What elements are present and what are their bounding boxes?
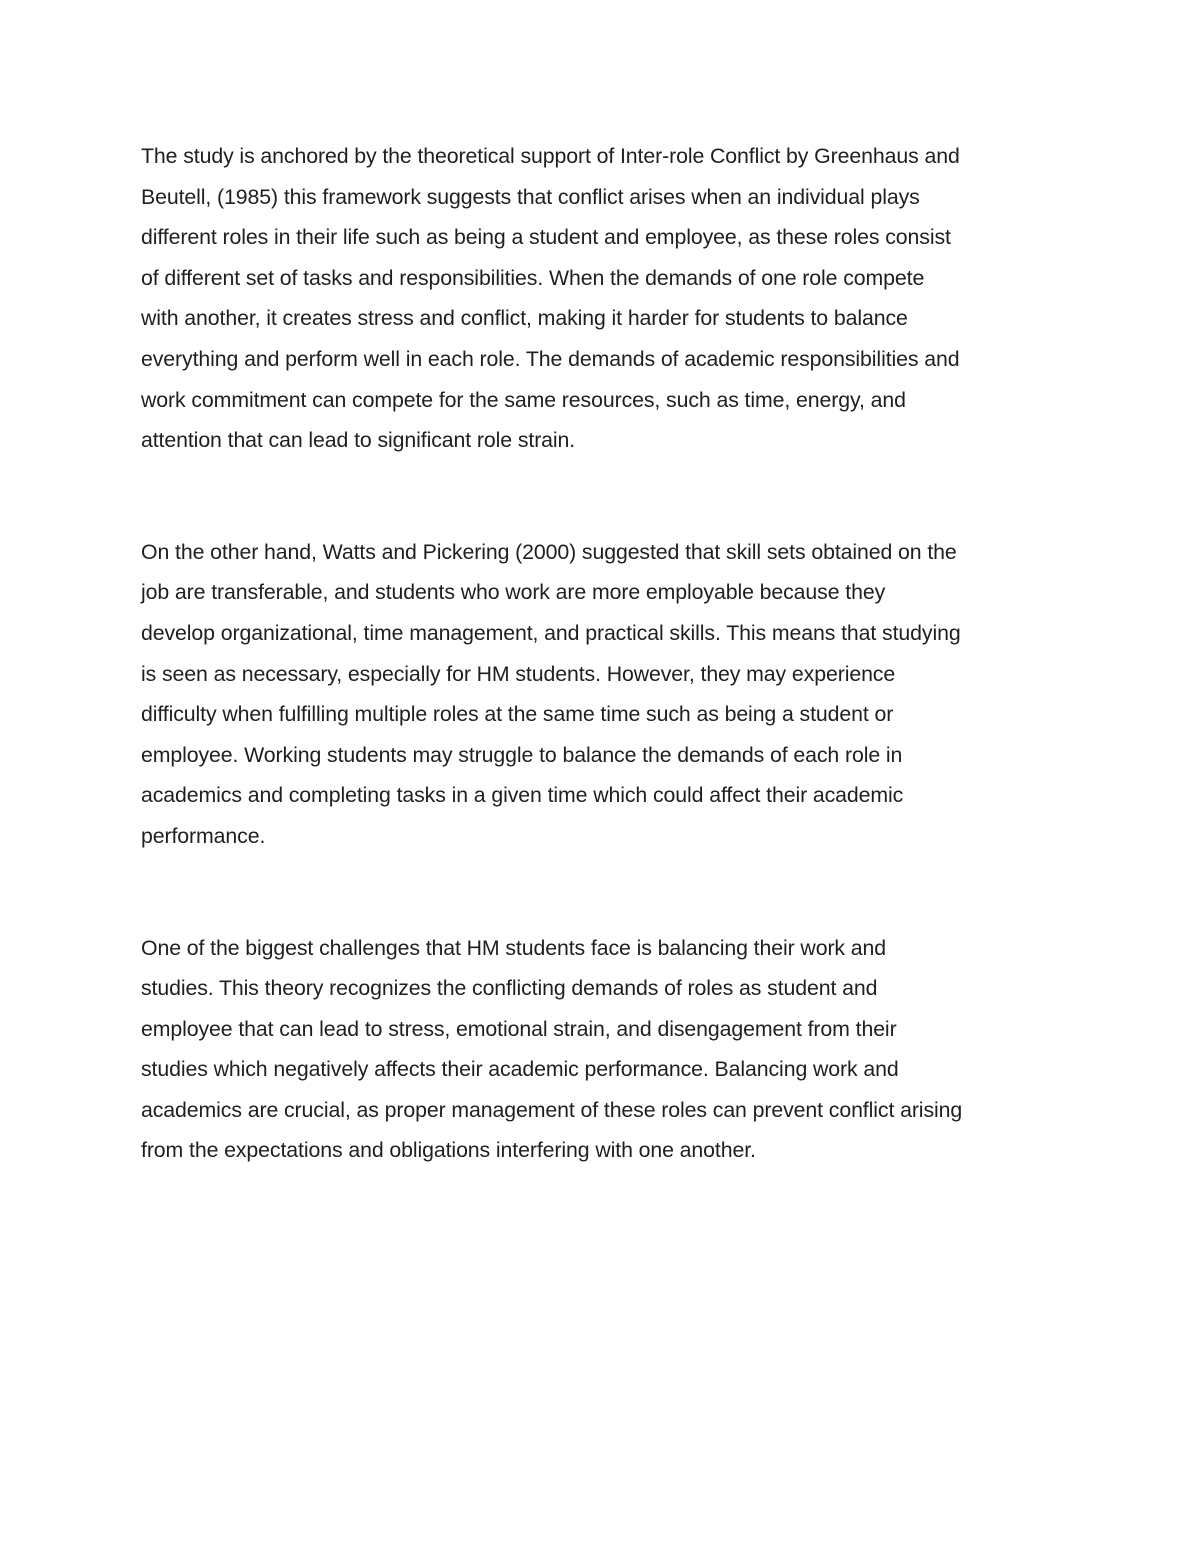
paragraph-inter-role-conflict [141, 136, 1066, 461]
text-line: One of the biggest challenges that HM students face is balancing their work and [141, 935, 887, 960]
text-line: employee that can lead to stress, emotional strain, and disengagement from their [141, 1016, 897, 1041]
text-line: from the expectations and obligations interfering with one another. [141, 1138, 756, 1163]
text-line: employee. Working students may struggle to balance the demands of each role in [141, 742, 903, 767]
text-line: develop organizational, time management, and practical skills. This means that studying [141, 620, 961, 645]
text-line: academics are crucial, as proper management of these roles can prevent conflict arising [141, 1097, 963, 1122]
text-line: with another, it creates stress and conflict, making it harder for students to balance [141, 306, 908, 331]
text-line: performance. [141, 823, 266, 848]
text-line: everything and perform well in each role. The demands of academic responsibilities and [141, 346, 960, 371]
text-line: work commitment can compete for the same resources, such as time, energy, and [141, 387, 906, 412]
text-line: job are transferable, and students who work are more employable because they [141, 580, 886, 605]
text-line: Beutell, (1985) this framework suggests that conflict arises when an individual plays [141, 184, 920, 209]
text-line: attention that can lead to significant role strain. [141, 428, 576, 453]
text-line: is seen as necessary, especially for HM students. However, they may experience [141, 661, 896, 686]
text-line: different roles in their life such as being a student and employee, as these roles consist [141, 225, 951, 250]
text-line: On the other hand, Watts and Pickering (2000) suggested that skill sets obtained on the [141, 539, 957, 564]
text-line: of different set of tasks and responsibilities. When the demands of one role compete [141, 265, 925, 290]
text-line: The study is anchored by the theoretical support of Inter-role Conflict by Greenhaus and [141, 144, 960, 168]
paragraph-balancing-challenges [141, 928, 1066, 1172]
text-line: studies. This theory recognizes the conflicting demands of roles as student and [141, 976, 878, 1001]
text-line: difficulty when fulfilling multiple roles at the same time such as being a student or [141, 702, 894, 727]
document-body [141, 136, 1066, 1171]
paragraph-transferable-skills [141, 532, 1066, 857]
text-line: academics and completing tasks in a given time which could affect their academic [141, 783, 904, 808]
text-line: studies which negatively affects their academic performance. Balancing work and [141, 1057, 899, 1082]
